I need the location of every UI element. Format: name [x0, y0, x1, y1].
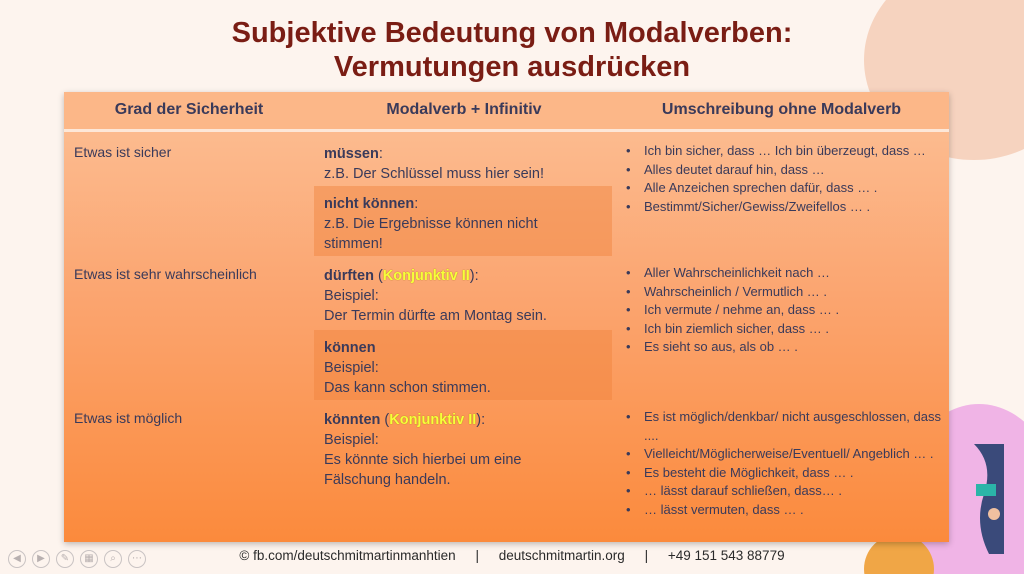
paraphrase-list-sicher	[624, 142, 942, 216]
modal-example: z.B. Der Schlüssel muss hier sein!	[324, 166, 544, 182]
list-item: • Vielleicht/Möglicherweise/Eventuell/ Angeblich … .	[624, 445, 942, 464]
list-item: • Es besteht die Möglichkeit, dass … .	[624, 464, 942, 483]
pen-icon[interactable]: ✎	[56, 550, 74, 568]
row-moeglich-degree: Etwas ist möglich	[74, 410, 183, 426]
grid-icon[interactable]: ▦	[80, 550, 98, 568]
title-line-2: Vermutungen ausdrücken	[333, 51, 691, 83]
modal-example: Fälschung handeln.	[324, 472, 451, 488]
footer-contact	[0, 548, 1024, 563]
footer-separator: |	[644, 548, 649, 563]
prev-icon[interactable]: ◀	[8, 550, 26, 568]
list-item: • Aller Wahrscheinlichkeit nach …	[624, 264, 942, 283]
konjunktiv-badge: Konjunktiv II	[389, 412, 477, 428]
modal-example-label: Beispiel:	[324, 360, 379, 376]
list-item: • Es ist möglich/denkbar/ nicht ausgeschlossen, dass ....	[624, 408, 942, 445]
list-item: • … lässt vermuten, dass … .	[624, 501, 942, 520]
decor-figure-illustration	[954, 444, 1004, 554]
zoom-icon[interactable]: ⌕	[104, 550, 122, 568]
paraphrase-list-moeglich	[624, 408, 942, 519]
footer-phone: +49 151 543 88779	[667, 548, 785, 563]
modal-muessen: müssen: z.B. Der Schlüssel muss hier sein!	[314, 136, 612, 184]
list-item: • Ich bin sicher, dass … Ich bin überzeugt, dass …	[624, 142, 942, 161]
modal-nicht-koennen: nicht können: z.B. Die Ergebnisse können nicht stimmen!	[314, 186, 612, 256]
slide-title	[0, 16, 1024, 84]
header-paraphrase: Umschreibung ohne Modalverb	[661, 101, 902, 118]
modal-example: z.B. Die Ergebnisse können nicht	[324, 216, 538, 232]
list-item: • Es sieht so aus, als ob … .	[624, 338, 942, 357]
modal-example: Es könnte sich hierbei um eine	[324, 452, 522, 468]
list-item: • … lässt darauf schließen, dass… .	[624, 482, 942, 501]
modal-koennen	[314, 330, 612, 400]
modal-koennten: könnten (Konjunktiv II): Beispiel: Es könnte sich hierbei um eine Fälschung handeln.	[314, 402, 612, 492]
modal-example: stimmen!	[324, 236, 383, 252]
list-item: • Alle Anzeichen sprechen dafür, dass … .	[624, 179, 942, 198]
table-header-row	[64, 92, 949, 132]
modal-verb: dürften	[324, 268, 374, 284]
list-item: • Bestimmt/Sicher/Gewiss/Zweifellos … .	[624, 198, 942, 217]
modal-verb: nicht können	[324, 196, 415, 212]
modal-example-label: Beispiel:	[324, 432, 379, 448]
list-item: • Ich vermute / nehme an, dass … .	[624, 301, 942, 320]
row-wahrscheinlich-degree: Etwas ist sehr wahrscheinlich	[74, 266, 257, 282]
modal-example: Der Termin dürfte am Montag sein.	[324, 308, 547, 324]
next-icon[interactable]: ▶	[32, 550, 50, 568]
row-sicher-degree: Etwas ist sicher	[74, 144, 172, 160]
title-line-1: Subjektive Bedeutung von Modalverben:	[231, 17, 793, 49]
modal-duerften: dürften (Konjunktiv II): Beispiel: Der Termin dürfte am Montag sein.	[314, 258, 612, 328]
konjunktiv-badge: Konjunktiv II	[382, 268, 470, 284]
modal-verb: müssen	[324, 146, 379, 162]
list-item: • Ich bin ziemlich sicher, dass … .	[624, 320, 942, 339]
footer-separator: |	[475, 548, 479, 563]
modal-verbs-table	[64, 92, 949, 542]
more-icon[interactable]: ⋯	[128, 550, 146, 568]
modal-example-label: Beispiel:	[324, 288, 379, 304]
paraphrase-list-wahrscheinlich	[624, 264, 942, 357]
footer-facebook: © fb.com/deutschmitmartinmanhtien	[239, 548, 456, 563]
header-modal-infinitive: Modalverb + Infinitiv	[386, 101, 542, 118]
list-item: • Alles deutet darauf hin, dass …	[624, 161, 942, 180]
modal-example: Das kann schon stimmen.	[324, 380, 491, 396]
modal-verb: könnten	[324, 412, 381, 428]
header-certainty-degree: Grad der Sicherheit	[114, 101, 264, 118]
list-item: • Wahrscheinlich / Vermutlich … .	[624, 283, 942, 302]
modal-verb: können	[324, 340, 376, 356]
footer-website: deutschmitmartin.org	[498, 548, 625, 563]
